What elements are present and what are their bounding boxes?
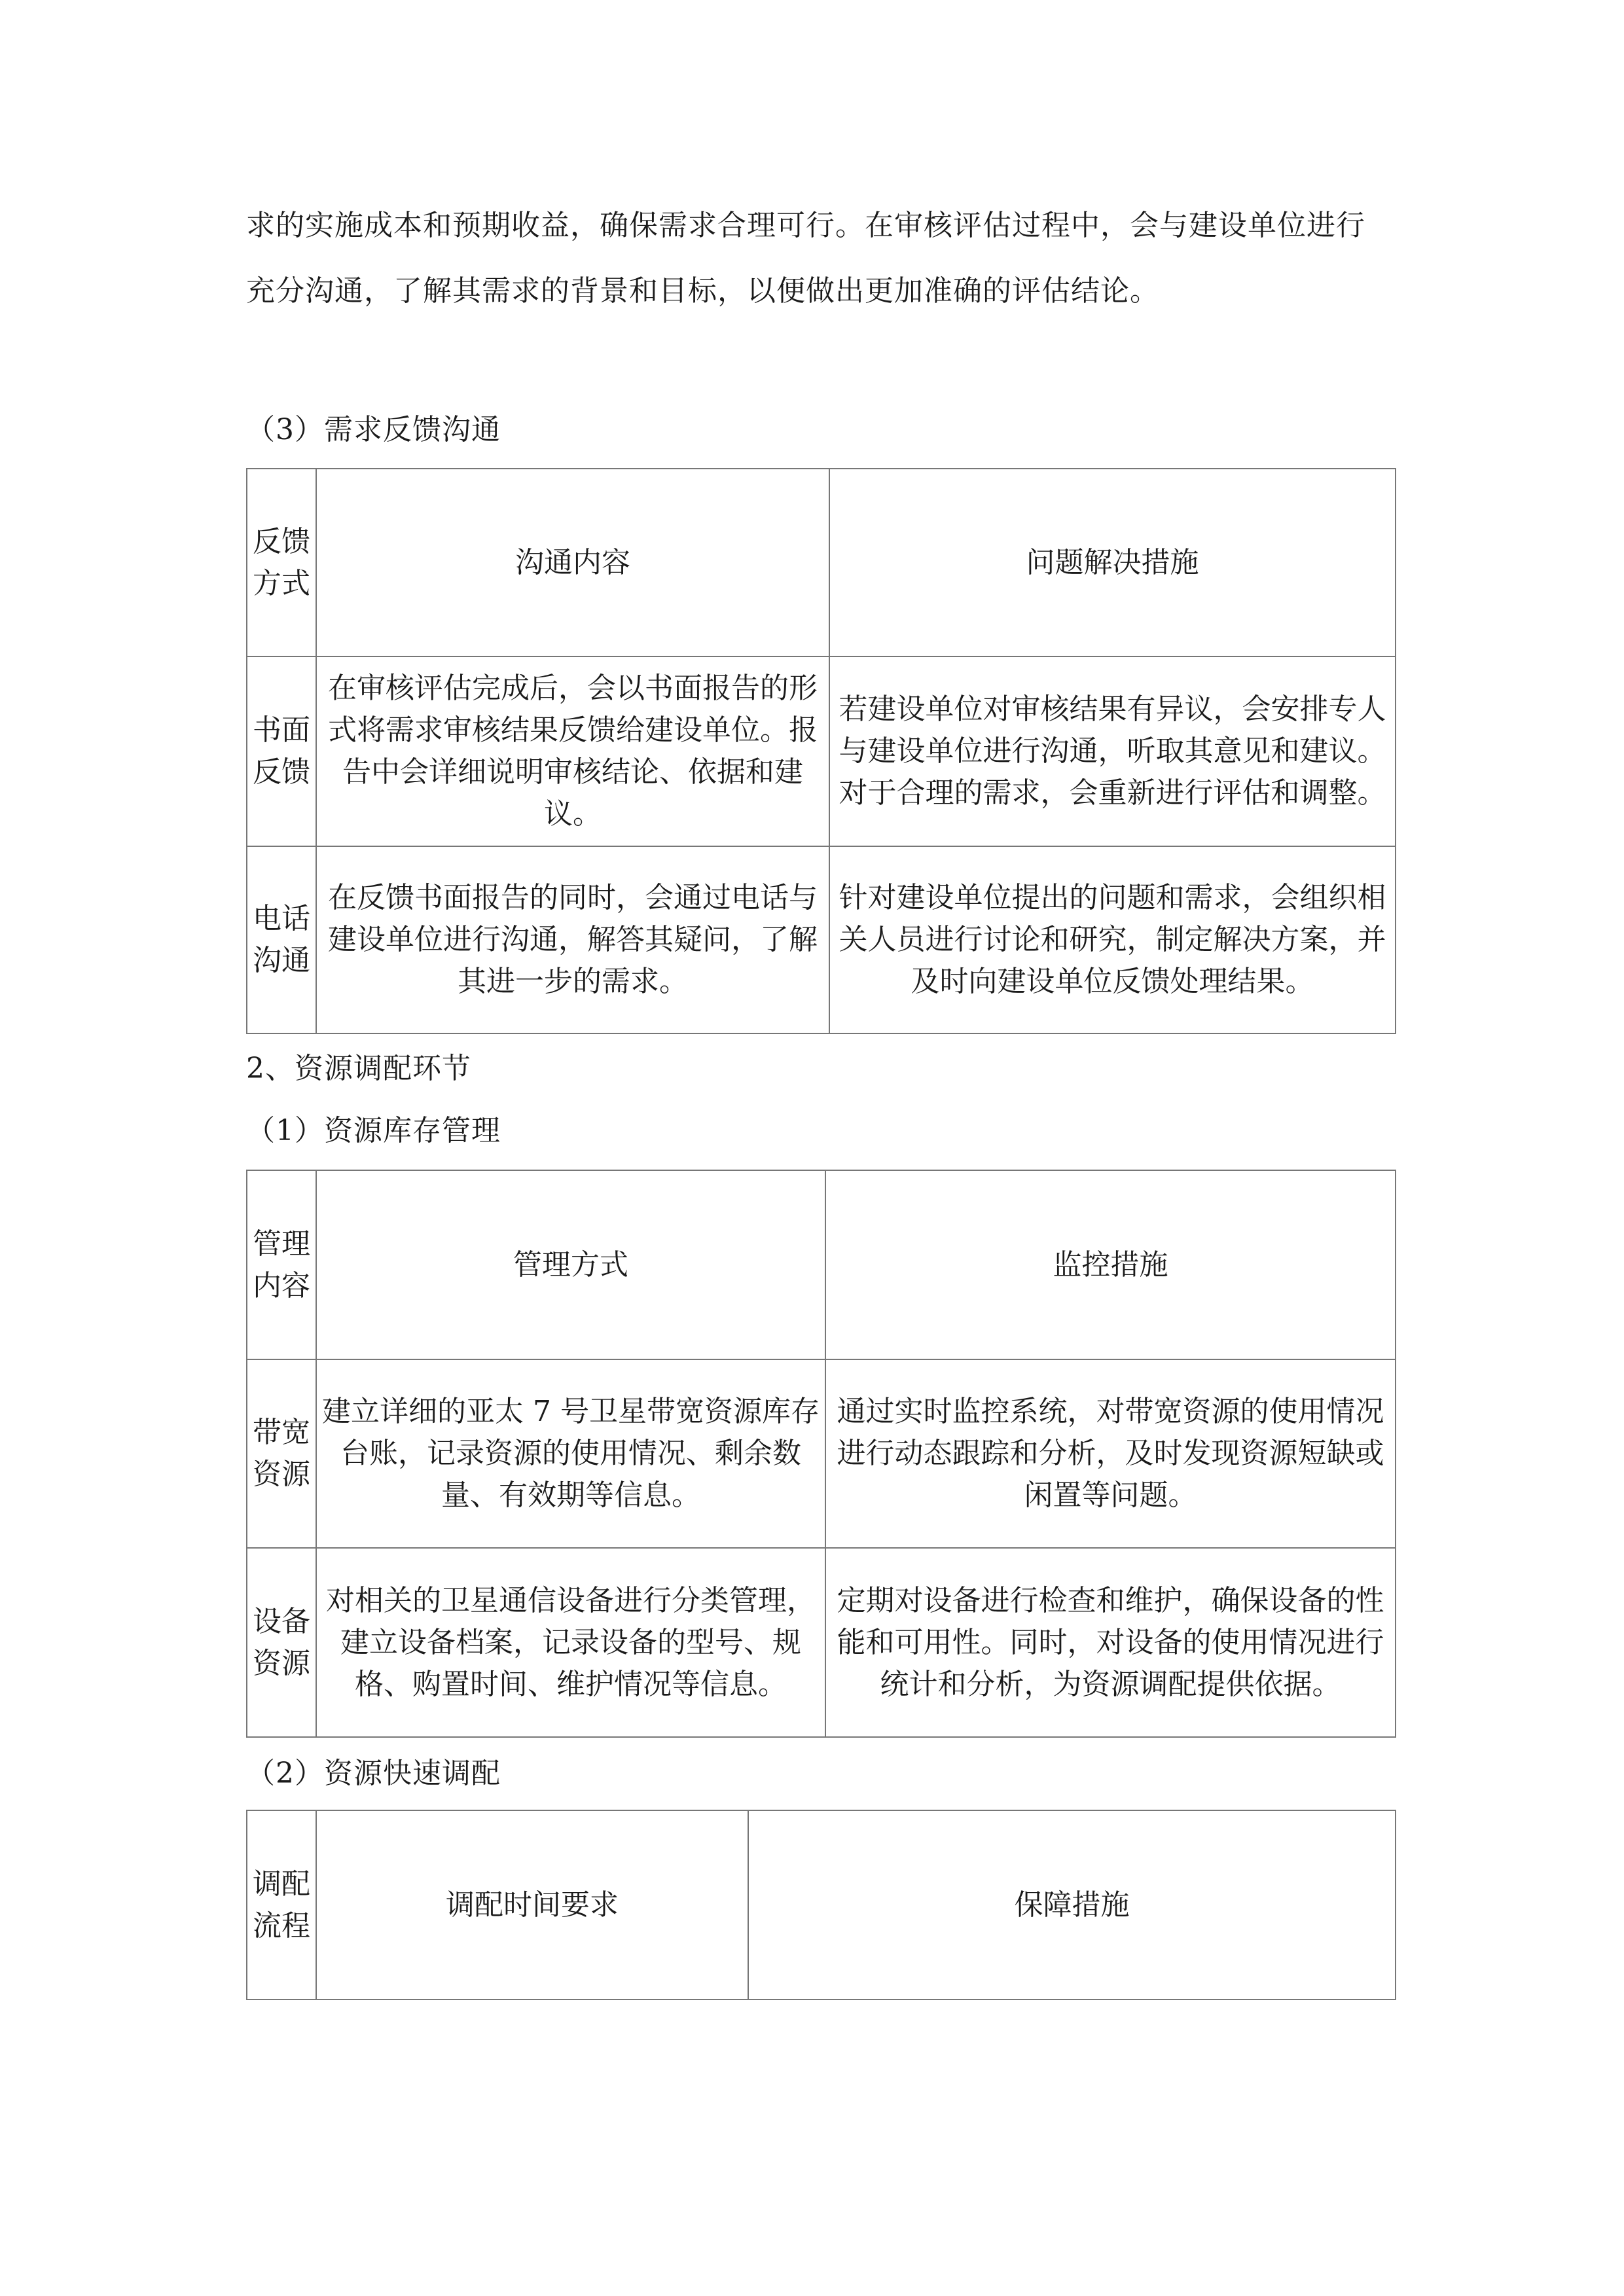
table-cell: 设备资源 [247, 1548, 316, 1737]
table-header-cell: 沟通内容 [316, 469, 829, 656]
table-cell: 对相关的卫星通信设备进行分类管理，建立设备档案，记录设备的型号、规格、购置时间、维护情况等信息。 [316, 1548, 825, 1737]
section-heading-feedback: （3）需求反馈沟通 [246, 413, 501, 446]
inventory-table [246, 1170, 1396, 1738]
table-cell: 针对建设单位提出的问题和需求，会组织相关人员进行讨论和研究，制定解决方案，并及时向建设单位反馈处理结果。 [829, 846, 1396, 1033]
table-header-cell: 调配流程 [247, 1810, 316, 2000]
table-row [247, 1359, 1396, 1548]
table-header-cell: 管理方式 [316, 1170, 825, 1359]
table-header-row [247, 1810, 1396, 2000]
table-cell: 书面反馈 [247, 656, 316, 846]
intro-paragraph: 求的实施成本和预期收益，确保需求合理可行。在审核评估过程中，会与建设单位进行充分沟通，了解其需求的背景和目标，以便做出更加准确的评估结论。 [246, 209, 1365, 308]
table-cell: 电话沟通 [247, 846, 316, 1033]
table-cell: 若建设单位对审核结果有异议，会安排专人与建设单位进行沟通，听取其意见和建议。对于合理的需求，会重新进行评估和调整。 [829, 656, 1396, 846]
table-cell: 通过实时监控系统，对带宽资源的使用情况进行动态跟踪和分析，及时发现资源短缺或闲置等问题。 [825, 1359, 1396, 1548]
table-row [247, 846, 1396, 1033]
table-cell: 在反馈书面报告的同时，会通过电话与建设单位进行沟通，解答其疑问，了解其进一步的需求。 [316, 846, 829, 1033]
table-header-cell: 调配时间要求 [316, 1810, 748, 2000]
table-header-cell: 保障措施 [748, 1810, 1396, 2000]
table-cell: 在审核评估完成后，会以书面报告的形式将需求审核结果反馈给建设单位。报告中会详细说明审核结论、依据和建议。 [316, 656, 829, 846]
section-heading-inventory: （1）资源库存管理 [246, 1114, 501, 1147]
section-heading-resource-dispatch: 2、资源调配环节 [246, 1052, 471, 1085]
table-row [247, 656, 1396, 846]
dispatch-table [246, 1810, 1396, 2000]
table-header-cell: 管理内容 [247, 1170, 316, 1359]
table-header-row [247, 469, 1396, 656]
table-header-cell: 监控措施 [825, 1170, 1396, 1359]
table-header-row [247, 1170, 1396, 1359]
table-cell: 建立详细的亚太 7 号卫星带宽资源库存台账，记录资源的使用情况、剩余数量、有效期等信息。 [316, 1359, 825, 1548]
table-header-cell: 问题解决措施 [829, 469, 1396, 656]
table-cell: 定期对设备进行检查和维护，确保设备的性能和可用性。同时，对设备的使用情况进行统计和分析，为资源调配提供依据。 [825, 1548, 1396, 1737]
table-header-cell: 反馈方式 [247, 469, 316, 656]
section-heading-quick-dispatch: （2）资源快速调配 [246, 1757, 501, 1790]
table-row [247, 1548, 1396, 1737]
table-cell: 带宽资源 [247, 1359, 316, 1548]
feedback-table [246, 468, 1396, 1034]
